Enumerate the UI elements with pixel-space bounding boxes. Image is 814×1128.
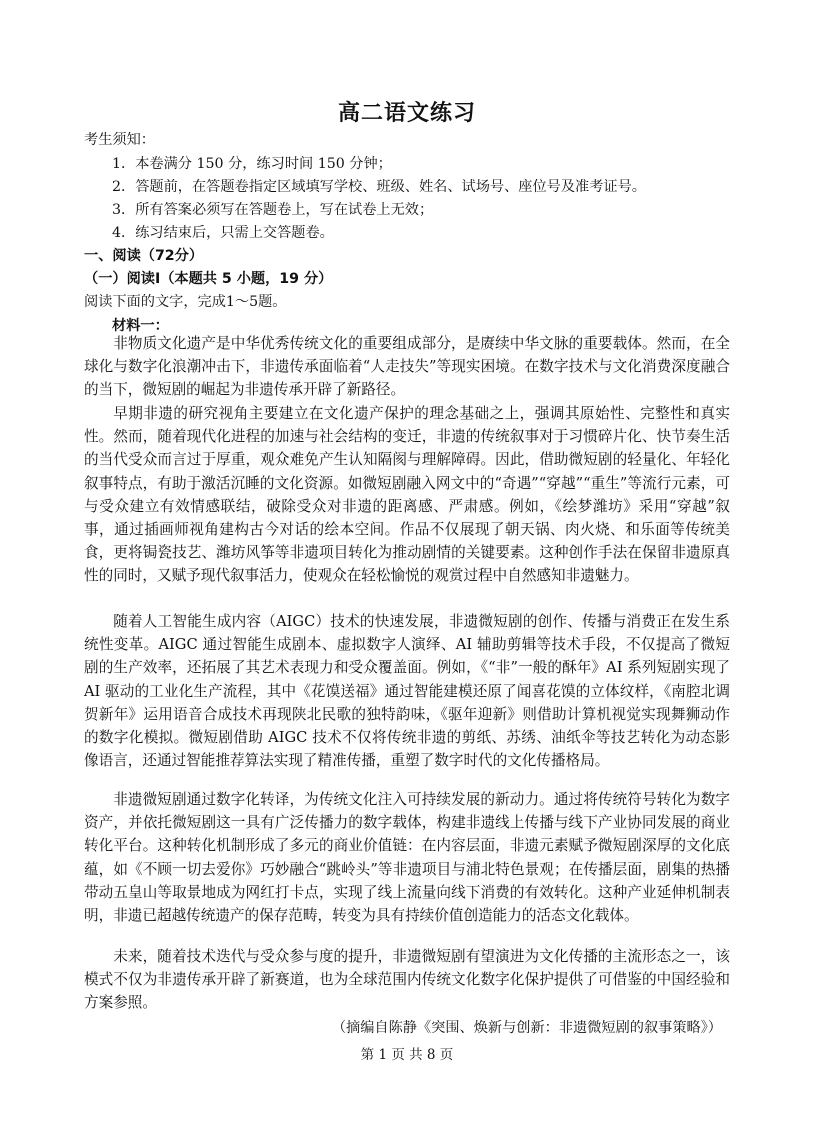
paragraph-3: 随着人工智能生成内容（AIGC）技术的快速发展，非遗微短剧的创作、传播与消费正在发生系统性变革。AIGC 通过智能生成剧本、虚拟数字人演绎、AI 辅助剪辑等技术手段，不仅提高了微短剧的生产效率，还拓展了其艺术表现力和受众覆盖面。例如，《“非”一般的酥年》AI 系列短剧实现了 AI 驱动的工业化生产流程，其中《花馍送福》通过智能建模还原了闻喜花馍的立体纹样，《南腔北调贺新年》运用语音合成技术再现陕北民歌的独特韵味，《驱年迎新》则借助计算机视觉实现舞狮动作的数字化模拟。微短剧借助 AIGC 技术不仅将传统非遗的剪纸、苏绣、油纸伞等技艺转化为动态影像语言，还通过智能推荐算法实现了精准传播，重塑了数字时代的文化传播格局。 — [84, 613, 730, 770]
notice-item: 2．答题前，在答题卷指定区域填写学校、班级、姓名、试场号、座位号及准考证号。 — [112, 179, 646, 195]
section-heading: 一、阅读（72分） — [84, 248, 204, 264]
notice-item: 1．本卷满分 150 分，练习时间 150 分钟； — [112, 156, 392, 172]
material-label: 材料一： — [112, 318, 169, 334]
notice-item: 3．所有答案必须写在答题卷上，写在试卷上无效； — [112, 202, 434, 218]
instruction-text: 阅读下面的文字，完成1～5题。 — [84, 294, 287, 310]
notice-item: 4．练习结束后，只需上交答题卷。 — [112, 225, 334, 241]
paragraph-2: 早期非遗的研究视角主要建立在文化遗产保护的理念基础之上，强调其原始性、完整性和真实性。然而，随着现代化进程的加速与社会结构的变迁，非遗的传统叙事对于习惯碎片化、快节奏生活的当代受众而言过于厚重，观众难免产生认知隔阂与理解障碍。因此，借助微短剧的轻量化、年轻化叙事特点，有助于激活沉睡的文化资源。如微短剧融入网文中的“奇遇”“穿越”“重生”等流行元素，可与受众建立有效情感联结，破除受众对非遗的距离感、严肃感。例如，《绘梦潍坊》采用“穿越”叙事，通过插画师视角建构古今对话的绘本空间。作品不仅展现了朝天锅、肉火烧、和乐面等传统美食，更将锔瓷技艺、潍坊风筝等非遗项目转化为推动剧情的关键要素。这种创作手法在保留非遗原真性的同时，又赋予现代叙事活力，使观众在轻松愉悦的观赏过程中自然感知非遗魅力。 — [84, 405, 730, 585]
subsection-heading: （一）阅读I（本题共 5 小题，19 分） — [84, 271, 333, 287]
paragraph-5: 未来，随着技术迭代与受众参与度的提升，非遗微短剧有望演进为文化传播的主流形态之一，该模式不仅为非遗传承开辟了新赛道，也为全球范围内传统文化数字化保护提供了可借鉴的中国经验和方案参照。 — [84, 948, 730, 1012]
page-title: 高二语文练习 — [337, 101, 476, 126]
paragraph-4: 非遗微短剧通过数字化转译，为传统文化注入可持续发展的新动力。通过将传统符号转化为数字资产，并依托微短剧这一具有广泛传播力的数字载体，构建非遗线上传播与线下产业协同发展的商业转化平台。这种转化机制形成了多元的商业价值链：在内容层面，非遗元素赋予微短剧深厚的文化底蕴，如《不顾一切去爱你》巧妙融合“跳岭头”等非遗项目与浦北特色景观；在传播层面，剧集的热播带动五皇山等取景地成为网红打卡点，实现了线上流量向线下消费的有效转化。这种产业延伸机制表明，非遗已超越传统遗产的保存范畴，转变为具有持续价值创造能力的活态文化载体。 — [84, 791, 730, 925]
page-number: 第 1 页 共 8 页 — [360, 1047, 454, 1063]
notice-heading: 考生须知： — [84, 132, 155, 148]
paragraph-1: 非物质文化遗产是中华优秀传统文化的重要组成部分，是赓续中华文脉的重要载体。然而，在全球化与数字化浪潮冲击下，非遗传承面临着“人走技失”等现实困境。在数字技术与文化消费深度融合的当下，微短剧的崛起为非遗传承开辟了新路径。 — [84, 335, 730, 399]
source-citation: （摘编自陈静《突围、焕新与创新：非遗微短剧的叙事策略》） — [331, 1020, 722, 1036]
